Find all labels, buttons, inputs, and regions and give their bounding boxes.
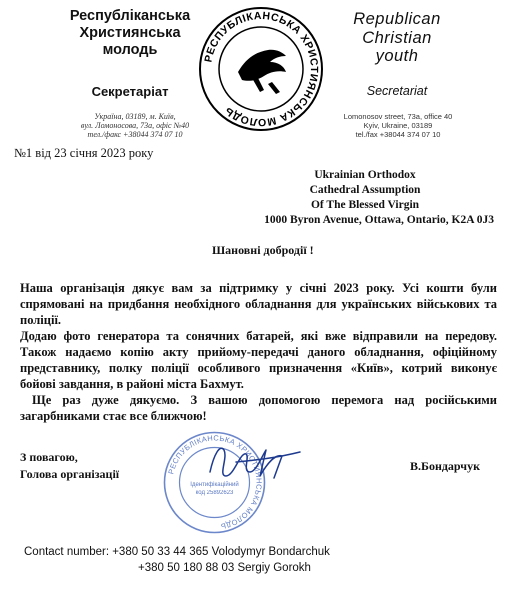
closing-block [20, 449, 119, 483]
ua-org-line: Республіканська [69, 8, 191, 24]
signer-name: В.Бондарчук [410, 459, 480, 473]
stamp-center-line: Ідентифікаційний [190, 482, 239, 488]
contact-block [24, 544, 330, 576]
recipient-line: Ukrainian Orthodox [314, 169, 416, 181]
en-address-line: Kyiv, Ukraine, 03189 [363, 121, 433, 130]
en-organization-name [322, 10, 472, 66]
body-paragraph: Наша організація дякує вам за підтримку у січні 2023 року. Усі кошти були спрямовані на придбання необхідного обладнання для українських військових та поліції. [20, 281, 497, 327]
en-address-line: tel./fax +38044 374 07 10 [355, 130, 441, 139]
ua-org-line: Християнська [79, 25, 181, 41]
closing-title: Голова організації [20, 467, 120, 481]
en-address [318, 112, 478, 139]
recipient-line: Cathedral Assumption [309, 184, 421, 196]
recipient-line: Of The Blessed Virgin [310, 199, 420, 211]
ua-address-line: Україна, 03189, м. Київ, [94, 112, 176, 121]
en-org-line: Christian [362, 28, 432, 47]
contact-line: +380 50 180 88 03 Sergiy Gorokh [138, 562, 311, 574]
ua-organization-name [55, 8, 205, 59]
stamp-ring-text: РЕСПУБЛІКАНСЬКА ХРИСТИЯНСЬКА МОЛОДЬ [166, 433, 264, 532]
letter-date: №1 від 23 січня 2023 року [14, 146, 154, 160]
recipient-address-line: 1000 Byron Avenue, Ottawa, Ontario, K2A 0J3 [264, 214, 494, 226]
en-org-line: Republican [353, 10, 441, 28]
body-paragraph: Ще раз дуже дякуємо. З вашою допомогою перемога над російськими загарбниками стає все ближчою! [20, 393, 497, 423]
letter-body [20, 280, 497, 424]
handwritten-signature [196, 432, 306, 492]
ua-org-line: молодь [102, 42, 158, 58]
organization-logo [198, 6, 324, 132]
dove-icon [238, 50, 286, 94]
logo-ring-text: РЕСПУБЛІКАНСЬКА ХРИСТИЯНСЬКА МОЛОДЬ [202, 9, 321, 129]
closing-line: З повагою, [20, 450, 78, 464]
en-secretariat-label: Secretariat [366, 84, 428, 98]
body-paragraph: Додаю фото генератора та сонячних батарей, які вже відправили на передову. Також надаємо копію акту прийому-передачі даного обладнання, офіційному представнику, полку поліції особливого призначення «Київ», котрий виконує бойові завдання, в районі міста Бахмут. [20, 329, 497, 391]
ua-secretariat-label: Секретаріат [91, 84, 169, 99]
en-address-line: Lomonosov street, 73a, office 40 [343, 112, 453, 121]
en-org-line: youth [375, 47, 419, 65]
ua-address-line: вул. Ломоносова, 73а, офіс №40 [80, 121, 190, 130]
greeting: Шановні добродії ! [212, 243, 314, 257]
ua-address-line: тел./факс +38044 374 07 10 [87, 130, 183, 139]
stamp-center-line: код 25892623 [195, 490, 234, 496]
contact-line: Contact number: +380 50 33 44 365 Volodymyr Bondarchuk [24, 546, 330, 558]
recipient-block [230, 168, 500, 228]
